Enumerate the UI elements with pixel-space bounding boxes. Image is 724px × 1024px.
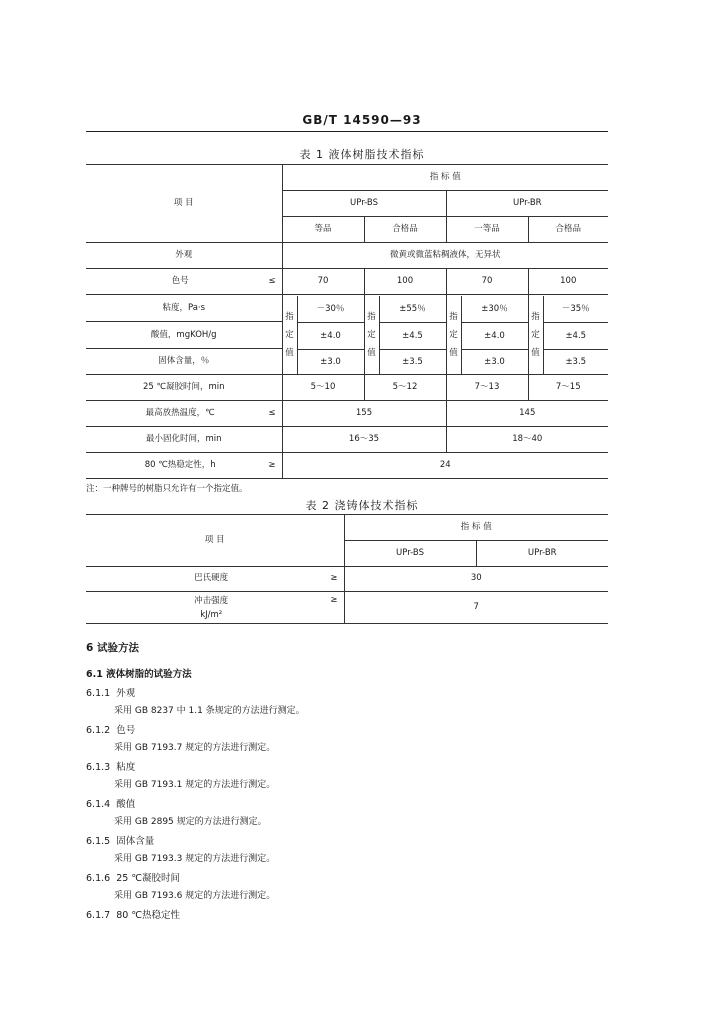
spec-char: 定	[531, 329, 540, 340]
clause-title: 色号	[116, 725, 136, 736]
viscosity-v4: －35％	[544, 296, 609, 323]
spec-char: 值	[285, 347, 294, 358]
impact-label-main: 冲击强度	[194, 595, 229, 606]
solid-label: 固体含量，％	[158, 356, 210, 366]
spec-block-bs2	[364, 295, 446, 375]
gel-v1: 5～10	[282, 375, 364, 401]
color-v1: 70	[282, 269, 364, 295]
solid-v2: ±3.5	[402, 356, 423, 367]
color-sign: ≤	[268, 275, 276, 286]
clause-6-1-3	[86, 758, 608, 795]
impact-label-text	[111, 594, 311, 622]
impact-value: 7	[344, 592, 608, 624]
clause-number: 6.1.6	[86, 873, 111, 884]
acid-label: 酸值，mgKOH/g	[86, 322, 282, 349]
stability-value: 24	[282, 453, 608, 479]
viscosity-v2: ±55％	[380, 296, 446, 323]
table1-caption: 表 1 液体树脂技术指标	[299, 148, 425, 161]
color-v3: 70	[446, 269, 528, 295]
clause-6-1-5	[86, 832, 608, 869]
gel-v3: 7～13	[446, 375, 528, 401]
table1-grade-1: 等品	[282, 217, 364, 243]
spec-char: 定	[367, 329, 376, 340]
hardness-sign: ≥	[330, 573, 338, 584]
table1-indicator-header: 指 标 值	[282, 165, 608, 191]
exotherm-label	[86, 401, 282, 427]
clause-text: 采用 GB 7193.3 规定的方法进行测定。	[114, 854, 276, 864]
solid-v1: ±3.0	[320, 356, 341, 367]
spec-mark	[447, 296, 462, 374]
clause-text: 采用 GB 7193.6 规定的方法进行测定。	[114, 891, 276, 901]
spec-char: 指	[531, 311, 540, 322]
section-items	[86, 684, 608, 926]
clause-6-1-1	[86, 684, 608, 721]
spec-block-br2	[528, 295, 608, 375]
hardness-label	[86, 567, 344, 592]
table2-caption: 表 2 浇铸体技术指标	[305, 499, 419, 512]
solid-v3: ±3.0	[484, 356, 505, 367]
casting-spec-table	[86, 514, 608, 624]
cure-label: 最小固化时间，min	[86, 427, 282, 453]
acid-v2: ±4.5	[380, 323, 446, 350]
solid-v4: ±3.5	[565, 356, 587, 367]
appearance-value: 微黄或微蓝粘稠液体，无异状	[282, 243, 608, 269]
acid-v4: ±4.5	[544, 323, 609, 350]
clause-6-1-2	[86, 721, 608, 758]
clause-number: 6.1.7	[86, 910, 111, 921]
table1-note: 注：一种牌号的树脂只允许有一个指定值。	[86, 484, 248, 494]
color-label-text: 色号	[171, 275, 189, 286]
acid-v1: ±4.0	[298, 323, 364, 350]
clause-number: 6.1.4	[86, 799, 111, 810]
clause-number: 6.1.3	[86, 762, 111, 773]
gel-v2: 5～12	[364, 375, 446, 401]
clause-text: 采用 GB 8237 中 1.1 条规定的方法进行测定。	[114, 706, 305, 716]
clause-title: 25 ℃凝胶时间	[116, 873, 181, 884]
clause-6-1-7	[86, 906, 608, 926]
clause-text: 采用 GB 2895 规定的方法进行测定。	[114, 817, 267, 827]
spec-labels-cell	[86, 295, 282, 375]
spec-char: 指	[367, 311, 376, 322]
exotherm-bs: 155	[282, 401, 446, 427]
standard-code: GB/T 14590—93	[302, 113, 422, 127]
spec-block-bs1	[282, 295, 364, 375]
clause-title: 外观	[116, 688, 136, 699]
exotherm-label-text: 最高放热温度，℃	[145, 407, 215, 418]
gel-label: 25 ℃凝胶时间，min	[86, 375, 282, 401]
color-v4: 100	[528, 269, 608, 295]
appearance-label: 外观	[86, 243, 282, 269]
gel-v4: 7～15	[528, 375, 608, 401]
resin-spec-table	[86, 164, 608, 479]
clause-6-1-6	[86, 869, 608, 906]
spec-mark	[365, 296, 380, 374]
header-rule	[86, 131, 608, 132]
clause-title: 固体含量	[116, 836, 155, 847]
section-title: 6 试验方法	[86, 642, 139, 654]
clause-title: 酸值	[116, 799, 136, 810]
stability-label	[86, 453, 282, 479]
subsection-title: 6.1 液体树脂的试验方法	[86, 669, 192, 680]
spec-char: 值	[531, 347, 540, 358]
stability-sign: ≥	[268, 459, 276, 470]
viscosity-v1: －30％	[298, 296, 364, 323]
table1-grade-3: 一等品	[446, 217, 528, 243]
hardness-label-text: 巴氏硬度	[194, 573, 229, 584]
spec-char: 定	[449, 329, 458, 340]
table1-item-header: 项 目	[86, 165, 282, 243]
impact-sign: ≥	[330, 594, 338, 605]
impact-unit: kJ/m²	[200, 609, 223, 620]
spec-block-br1	[446, 295, 528, 375]
clause-text: 采用 GB 7193.7 规定的方法进行测定。	[114, 743, 276, 753]
table1-br-header: UPr-BR	[446, 191, 608, 217]
table1-grade-4: 合格品	[528, 217, 608, 243]
spec-mark	[529, 296, 544, 374]
exotherm-sign: ≤	[268, 407, 276, 418]
spec-mark	[283, 296, 298, 374]
cure-br: 18～40	[446, 427, 608, 453]
clause-number: 6.1.1	[86, 688, 111, 699]
spec-char: 定	[285, 329, 294, 340]
table2-indicator-header: 指 标 值	[344, 515, 608, 541]
clause-number: 6.1.5	[86, 836, 111, 847]
color-v2: 100	[364, 269, 446, 295]
clause-title: 粘度	[116, 762, 136, 773]
spec-char: 指	[285, 311, 294, 322]
hardness-value: 30	[344, 567, 608, 592]
table1-grade-2: 合格品	[364, 217, 446, 243]
spec-char: 值	[449, 347, 458, 358]
table2-bs-header: UPr-BS	[344, 541, 476, 567]
table2-br-header: UPr-BR	[476, 541, 608, 567]
spec-char: 指	[449, 311, 458, 322]
acid-v3: ±4.0	[462, 323, 528, 350]
exotherm-br: 145	[446, 401, 608, 427]
viscosity-v3: ±30％	[462, 296, 528, 323]
table1-bs-header: UPr-BS	[282, 191, 446, 217]
clause-text: 采用 GB 7193.1 规定的方法进行测定。	[114, 780, 276, 790]
color-label	[86, 269, 282, 295]
spec-char: 值	[367, 347, 376, 358]
table2-item-header: 项 目	[86, 515, 344, 567]
clause-title: 80 ℃热稳定性	[116, 910, 181, 921]
cure-bs: 16～35	[282, 427, 446, 453]
viscosity-label: 粘度，Pa·s	[86, 295, 282, 322]
stability-label-text: 80 ℃热稳定性，h	[144, 459, 216, 470]
impact-label	[86, 592, 344, 624]
clause-number: 6.1.2	[86, 725, 111, 736]
clause-6-1-4	[86, 795, 608, 832]
